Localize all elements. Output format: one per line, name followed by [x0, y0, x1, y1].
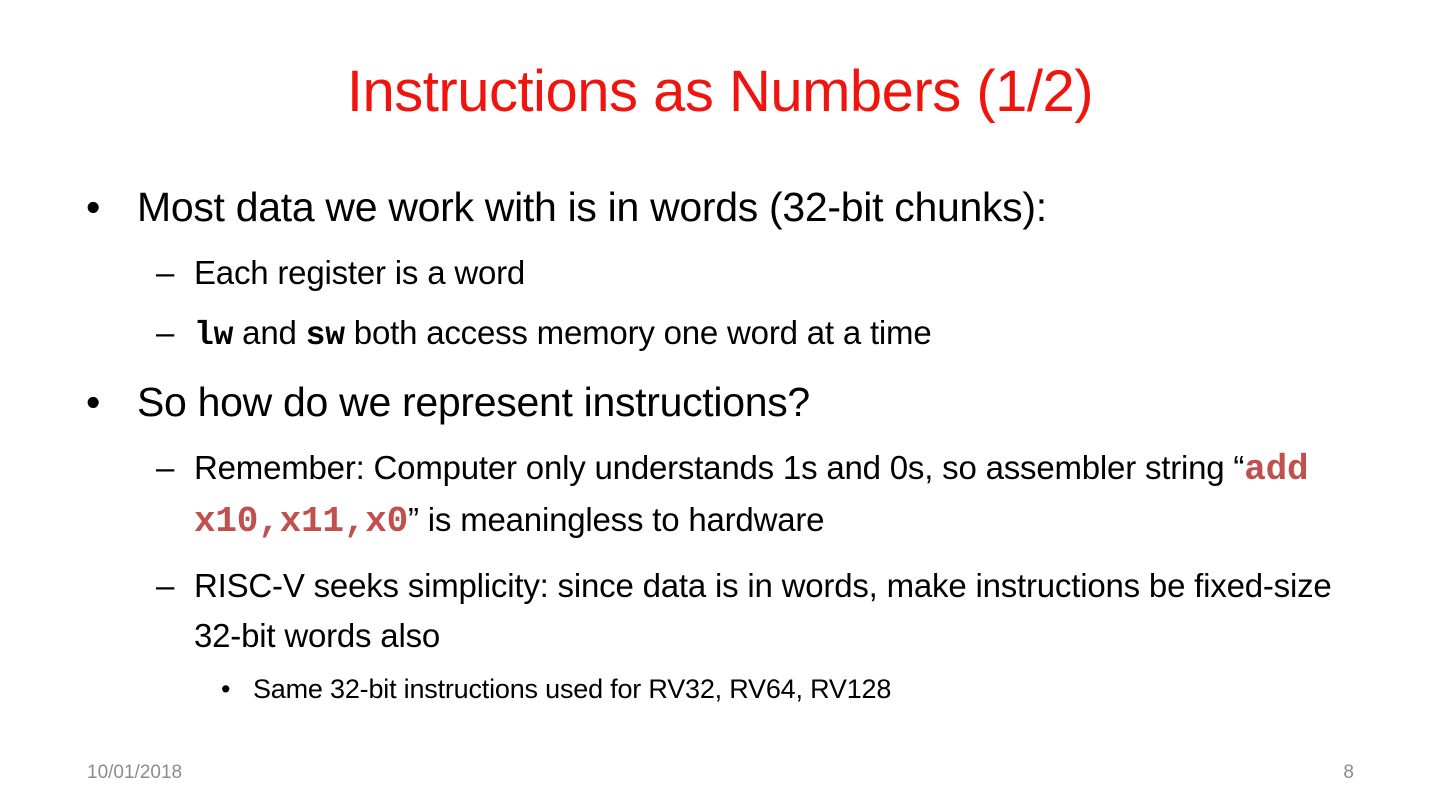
- bullet-icon: •: [86, 184, 101, 230]
- bullet-represent-instructions: [86, 373, 1386, 431]
- sub-bullet-text-mid: and: [233, 314, 306, 351]
- sub-bullet-lw-sw: [156, 308, 1386, 361]
- sub-bullet-text: Each register is a word: [194, 254, 526, 291]
- code-lw: lw: [194, 317, 234, 354]
- sub-bullet-text-rest: both access memory one word at a time: [344, 314, 932, 351]
- bullet-icon: •: [221, 674, 231, 704]
- bullet-icon: •: [86, 379, 101, 425]
- sub-bullet-risc-v: [156, 561, 1386, 661]
- code-sw: sw: [305, 317, 345, 354]
- bullet-text: So how do we represent instructions?: [137, 379, 810, 425]
- dash-icon: –: [156, 567, 175, 604]
- sub-bullet-register: [156, 248, 1386, 298]
- code-add-instruction: add x10,x11,x0: [194, 449, 1309, 542]
- dash-icon: –: [156, 314, 175, 351]
- sub-sub-bullet-rv: [221, 669, 1386, 709]
- sub-bullet-text-post: ” is meaningless to hardware: [408, 501, 825, 538]
- page-number: 8: [1343, 762, 1354, 783]
- bullet-words: [86, 178, 1386, 236]
- dash-icon: –: [156, 254, 175, 291]
- sub-sub-bullet-text: Same 32-bit instructions used for RV32, RV64, RV128: [253, 674, 892, 704]
- sub-bullet-remember: [156, 443, 1386, 547]
- slide-title: Instructions as Numbers (1/2): [346, 59, 1094, 124]
- sub-bullet-text: RISC-V seeks simplicity: since data is in words, make instructions be fixed-size 32-bit words also: [194, 567, 1332, 654]
- dash-icon: –: [156, 449, 175, 486]
- footer-date: 10/01/2018: [87, 762, 183, 783]
- bullet-text: Most data we work with is in words (32-bit chunks):: [137, 184, 1047, 230]
- slide-body: [86, 178, 1386, 709]
- sub-bullet-text-pre: Remember: Computer only understands 1s and 0s, so assembler string “: [194, 449, 1245, 486]
